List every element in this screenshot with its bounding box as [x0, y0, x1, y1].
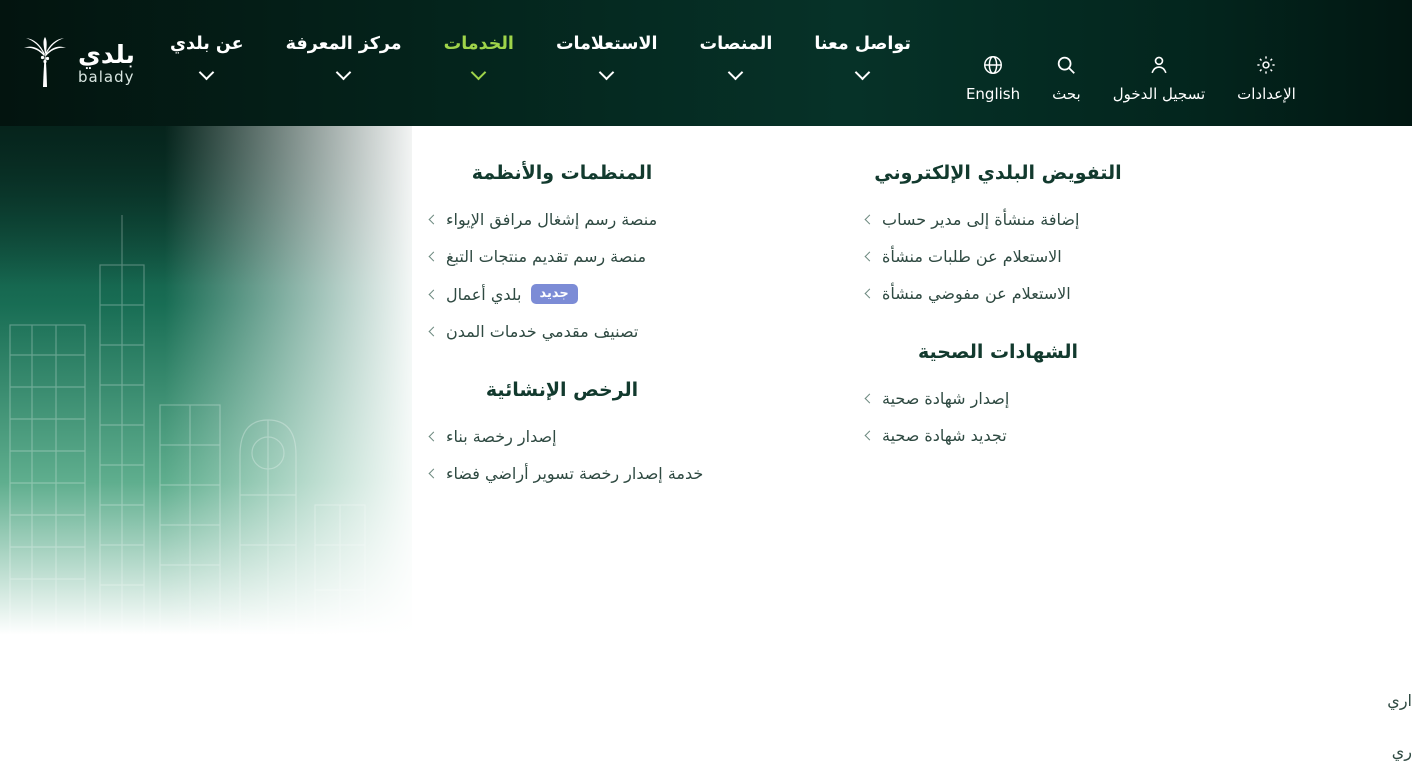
chevron-left-icon	[865, 289, 875, 299]
site-logo[interactable]	[22, 37, 135, 89]
menu-link-label: تصنيف مقدمي خدمات المدن	[446, 322, 639, 341]
nav-item-about[interactable]	[149, 34, 265, 78]
menu-link-label: إصدار رخصة بناء	[446, 427, 557, 446]
chevron-down-icon	[471, 65, 487, 81]
gear-icon	[1255, 54, 1277, 76]
globe-icon	[982, 54, 1004, 76]
menu-link-label: خدمة إصدار رخصة تسوير أراضي فضاء	[446, 464, 704, 483]
menu-link-label: منصة رسم تقديم منتجات التبغ	[446, 247, 647, 266]
menu-link-label: إصدار شهادة صحية	[882, 389, 1010, 408]
menu-link-renew-health-certificate[interactable]	[866, 426, 1130, 445]
user-icon	[1148, 54, 1170, 76]
services-mega-menu	[0, 126, 1412, 761]
menu-link-issue-building-permit[interactable]	[430, 427, 694, 446]
menu-link-city-service-providers-classification[interactable]	[430, 322, 694, 341]
menu-link-label: منصة رسم إشغال مرافق الإيواء	[446, 210, 658, 229]
menu-link-label: بلدي أعمال	[446, 284, 522, 304]
login-label: تسجيل الدخول	[1112, 84, 1206, 103]
chevron-down-icon	[855, 65, 871, 81]
chevron-down-icon	[199, 65, 215, 81]
nav-label: تواصل معنا	[814, 34, 911, 54]
mega-menu-columns	[412, 126, 1412, 635]
nav-item-services[interactable]	[423, 34, 535, 78]
menu-link-label: تجديد شهادة صحية	[882, 426, 1007, 445]
chevron-left-icon	[429, 432, 439, 442]
chevron-left-icon	[865, 431, 875, 441]
search-label: بحث	[1052, 84, 1081, 103]
menu-link-inquire-facility-requests[interactable]	[866, 247, 1130, 266]
nav-label: الاستعلامات	[555, 34, 658, 54]
chevron-down-icon	[336, 65, 352, 81]
settings-button[interactable]	[1221, 54, 1312, 103]
chevron-left-icon	[429, 252, 439, 262]
nav-item-inquiries[interactable]	[535, 34, 679, 78]
chevron-left-icon	[865, 252, 875, 262]
chevron-left-icon	[865, 394, 875, 404]
top-navigation-bar	[0, 0, 1412, 126]
nav-label: عن بلدي	[169, 34, 244, 54]
menu-group-health-certificates	[866, 341, 1130, 445]
nav-item-platforms[interactable]	[678, 34, 793, 78]
clipped-menu-text-2: ري	[1391, 742, 1412, 761]
new-badge: جديد	[531, 284, 578, 304]
chevron-left-icon	[865, 215, 875, 225]
brand-name-en: balady	[78, 67, 135, 86]
menu-link-label: إضافة منشأة إلى مدير حساب	[882, 210, 1080, 229]
menu-column-organizations	[412, 162, 712, 635]
city-skyline-graphic	[0, 205, 412, 635]
chevron-left-icon	[429, 289, 439, 299]
nav-item-knowledge-center[interactable]	[265, 34, 423, 78]
brand-name-ar: بلدي	[78, 39, 135, 69]
menu-link-balady-business[interactable]	[430, 284, 694, 304]
nav-label: مركز المعرفة	[285, 34, 402, 54]
menu-link-add-facility-to-account-manager[interactable]	[866, 210, 1130, 229]
login-button[interactable]	[1097, 54, 1221, 103]
chevron-left-icon	[429, 327, 439, 337]
menu-link-label: الاستعلام عن مفوضي منشأة	[882, 284, 1071, 303]
group-title: المنظمات والأنظمة	[471, 162, 653, 184]
menu-link-issue-land-fencing-permit[interactable]	[430, 464, 704, 483]
group-title: الشهادات الصحية	[918, 341, 1078, 363]
search-icon	[1055, 54, 1077, 76]
menu-link-label: الاستعلام عن طلبات منشأة	[882, 247, 1062, 266]
group-title: الرخص الإنشائية	[485, 379, 639, 401]
nav-item-contact-us[interactable]	[793, 34, 932, 78]
menu-group-construction-licenses	[430, 379, 704, 483]
clipped-menu-text-1: اري	[1387, 691, 1412, 710]
language-switch-button[interactable]	[950, 54, 1036, 103]
chevron-left-icon	[429, 215, 439, 225]
menu-link-tobacco-products-platform[interactable]	[430, 247, 694, 266]
sky-gradient	[0, 126, 412, 286]
main-menu	[149, 0, 932, 126]
menu-group-municipal-delegation	[866, 162, 1130, 303]
settings-label: الإعدادات	[1237, 84, 1296, 103]
menu-group-organizations	[430, 162, 694, 341]
utility-menu	[932, 24, 1312, 103]
search-button[interactable]	[1036, 54, 1097, 103]
group-title: التفويض البلدي الإلكتروني	[874, 162, 1122, 184]
palm-tree-icon	[22, 37, 68, 89]
menu-column-delegation	[848, 162, 1148, 635]
nav-label: الخدمات	[443, 34, 514, 54]
language-switch-label: English	[965, 84, 1021, 103]
menu-link-issue-health-certificate[interactable]	[866, 389, 1130, 408]
chevron-down-icon	[728, 65, 744, 81]
brand-text	[78, 39, 135, 86]
menu-link-inquire-facility-delegates[interactable]	[866, 284, 1130, 303]
nav-label: المنصات	[699, 34, 773, 54]
menu-link-occupancy-fee-platform[interactable]	[430, 210, 694, 229]
chevron-down-icon	[599, 65, 615, 81]
decorative-city-illustration	[0, 126, 412, 635]
chevron-left-icon	[429, 469, 439, 479]
